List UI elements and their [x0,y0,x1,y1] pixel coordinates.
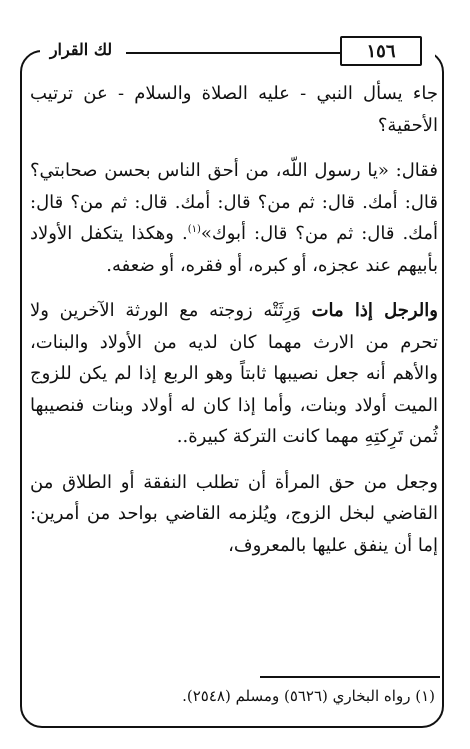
paragraph-1: جاء يسأل النبي - عليه الصلاة والسلام - عن ترتيب الأحقية؟ [30,83,438,136]
paragraph-3 [30,295,438,453]
paragraph-2-text-cont: . وهكذا يتكفل الأولاد بأبيهم عند عجزه، أو كبره، أو فقره، أو ضعفه. [30,223,438,276]
paragraph-2 [30,155,438,281]
main-text [30,78,438,561]
footnote: (١) رواه البخاري (٥٦٢٦) ومسلم (٢٥٤٨). [182,687,435,705]
page-number: ١٥٦ [340,36,422,66]
paragraph-3-text: وَرِثَتْه زوجته مع الورثة الآخرين ولا تحرم من الارث مهما كان لديه من الأولاد والبنات، والأهم أنه جعل نصيبها ثابتاً وهو الربع إذا لم يكن للزوج الميت أولاد وبنات، وأما إذا كان له أولاد وبنات فنصيبها ثُمن تَرِكتِهِ مهما كانت التركة كبيرة.. [30,300,438,447]
paragraph-3-lead: والرجل إذا مات [311,300,438,321]
footnote-rule [260,676,440,678]
paragraph-2-text: فقال: «يا رسول اللّه، من أحق الناس بحسن صحابتي؟ قال: أمك. قال: ثم من؟ قال: أمك. قال: ثم من؟ قال: أمك. قال: ثم من؟ قال: أبوك» [30,160,438,244]
paragraph-4: وجعل من حق المرأة أن تطلب النفقة أو الطلاق من القاضي لبخل الزوج، ويُلزمه القاضي بواحد من أمرين: إما أن ينفق عليها بالمعروف، [30,471,438,556]
running-title: لك القرار [49,40,113,59]
header-rule [126,52,340,54]
footnote-reference: (١) [187,224,201,235]
